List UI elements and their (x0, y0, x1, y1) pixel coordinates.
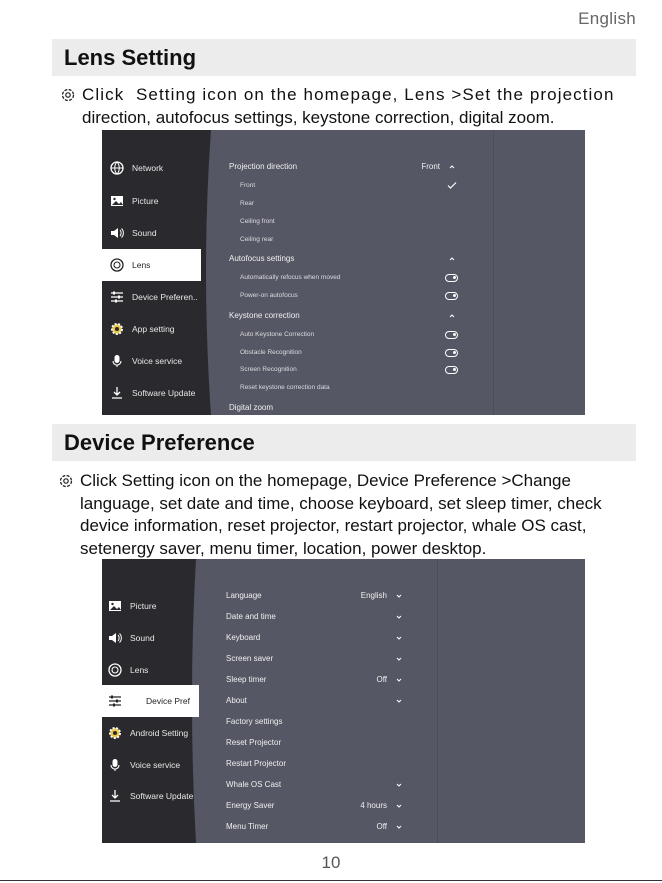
sidebar-item-network[interactable] (102, 152, 201, 184)
sidebar-item-voice-service[interactable] (102, 345, 201, 377)
sidebar-label: Picture (130, 601, 157, 611)
setting-value: Off (376, 822, 387, 831)
sidebar-label: Android Setting (130, 728, 188, 738)
instruction-line-1: Click Setting icon on the homepage, Lens >Set the projection (82, 85, 615, 104)
sidebar-item-lens[interactable] (102, 654, 188, 686)
language-label: English (578, 9, 636, 28)
sidebar-item-software-update[interactable] (102, 780, 199, 812)
setting-value: 4 hours (360, 801, 387, 810)
gear-icon (108, 726, 122, 740)
section-title-lens (52, 39, 636, 76)
screen-recognition-row: Screen Recognition (240, 366, 297, 373)
chevron-down-icon (395, 824, 403, 830)
gear-icon (60, 87, 76, 103)
digital-zoom-row[interactable]: Digital zoom (229, 403, 274, 412)
lens-settings-screenshot (102, 130, 585, 415)
chevron-down-icon (395, 593, 403, 599)
sidebar-item-app-setting[interactable] (102, 313, 201, 345)
chevron-down-icon (395, 677, 403, 683)
keystone-correction-row[interactable]: Keystone correction (229, 311, 300, 320)
gear-icon (110, 322, 124, 336)
setting-row[interactable]: Reset Projector (226, 738, 282, 747)
sidebar-label: Software Update (130, 791, 194, 801)
chevron-down-icon (395, 635, 403, 641)
lens-instructions (82, 84, 638, 129)
sidebar-label: Device Preferen.. (132, 292, 198, 302)
sidebar-label: Lens (130, 665, 149, 675)
sidebar-item-device-preference[interactable] (102, 685, 199, 717)
microphone-icon (110, 354, 124, 368)
sidebar-label: Voice service (132, 356, 183, 366)
poweron-autofocus-row: Power-on autofocus (240, 292, 298, 299)
speaker-icon (108, 631, 122, 645)
auto-refocus-row: Automatically refocus when moved (240, 274, 341, 281)
lens-icon (110, 258, 124, 272)
auto-keystone-toggle[interactable] (445, 331, 458, 339)
sidebar-item-software-update[interactable] (102, 377, 201, 409)
lens-icon (108, 663, 122, 677)
setting-row[interactable]: Factory settings (226, 717, 283, 726)
picture-icon (110, 194, 124, 208)
setting-row[interactable]: Restart Projector (226, 759, 287, 768)
auto-refocus-toggle[interactable] (445, 274, 458, 282)
sidebar-label: Picture (132, 196, 159, 206)
option-ceiling-front[interactable]: Ceiling front (240, 218, 275, 225)
speaker-icon (110, 226, 124, 240)
setting-row[interactable]: Date and time (226, 612, 276, 621)
section-heading: Device Preference (64, 430, 255, 455)
instruction-line-1: Click Setting icon on the homepage, Device Preference >Change (80, 471, 571, 490)
sliders-icon (110, 290, 124, 304)
chevron-up-icon (448, 256, 456, 262)
bottom-rule (0, 880, 662, 881)
sidebar-label: Lens (132, 260, 151, 270)
auto-keystone-row: Auto Keystone Correction (240, 331, 315, 338)
picture-icon (108, 599, 122, 613)
sidebar-item-picture[interactable] (102, 590, 188, 622)
chevron-down-icon (395, 782, 403, 788)
poweron-autofocus-toggle[interactable] (445, 292, 458, 300)
section-heading: Lens Setting (64, 45, 197, 70)
sidebar-item-picture[interactable] (102, 185, 201, 217)
chevron-up-icon (448, 164, 456, 170)
sidebar-curve (201, 130, 241, 415)
microphone-icon (108, 758, 122, 772)
option-ceiling-rear[interactable]: Ceiling rear (240, 236, 274, 243)
section-title-device-preference (52, 424, 636, 461)
setting-value: English (360, 591, 387, 600)
globe-icon (110, 161, 124, 175)
projection-direction-value: Front (421, 162, 440, 171)
option-front[interactable]: Front (240, 182, 256, 189)
device-preference-instructions (80, 470, 640, 560)
instruction-line-3: device information, reset projector, restart projector, whale OS cast, (80, 516, 587, 535)
sidebar-label: Software Update (132, 388, 196, 398)
sidebar-item-voice-service[interactable] (102, 749, 188, 781)
projection-direction-row[interactable]: Projection direction (229, 162, 298, 171)
sidebar-label: Sound (130, 633, 155, 643)
sidebar-label: Device Pref (146, 696, 190, 706)
reset-keystone-row[interactable]: Reset keystone correction data (240, 384, 330, 391)
panel-divider (493, 130, 494, 415)
sidebar-item-sound[interactable] (102, 217, 201, 249)
setting-row[interactable]: Keyboard (226, 633, 261, 642)
setting-row[interactable]: Menu Timer (226, 822, 269, 831)
sidebar-item-lens[interactable] (102, 249, 201, 281)
obstacle-recognition-row: Obstacle Recognition (240, 349, 302, 356)
chevron-up-icon (448, 313, 456, 319)
chevron-down-icon (395, 656, 403, 662)
setting-row[interactable]: Sleep timer (226, 675, 267, 684)
setting-row[interactable]: Screen saver (226, 654, 274, 663)
sidebar-item-device-preference[interactable] (102, 281, 201, 313)
setting-value: Off (376, 675, 387, 684)
sliders-icon (108, 694, 122, 708)
chevron-down-icon (395, 803, 403, 809)
device-preference-screenshot (102, 559, 585, 843)
autofocus-settings-row[interactable]: Autofocus settings (229, 254, 295, 263)
sidebar-item-android-setting[interactable] (102, 717, 188, 749)
sidebar-label: Sound (132, 228, 157, 238)
chevron-down-icon (395, 614, 403, 620)
download-icon (108, 789, 122, 803)
sidebar-item-sound[interactable] (102, 622, 188, 654)
setting-row[interactable]: Language (226, 591, 262, 600)
screen-recognition-toggle[interactable] (445, 366, 458, 374)
chevron-down-icon (395, 698, 403, 704)
instruction-line-4: setenergy saver, menu timer, location, power desktop. (80, 538, 487, 558)
setting-row[interactable]: Whale OS Cast (226, 780, 282, 789)
option-rear[interactable]: Rear (240, 200, 255, 207)
page-number: 10 (321, 853, 341, 872)
panel-divider (437, 559, 438, 843)
check-icon (447, 181, 457, 190)
setting-row[interactable]: About (226, 696, 247, 705)
instruction-line-2: language, set date and time, choose keyboard, set sleep timer, check (80, 493, 602, 513)
obstacle-recognition-toggle[interactable] (445, 349, 458, 357)
sidebar-label: Voice service (130, 760, 181, 770)
sidebar-label: App setting (132, 324, 175, 334)
setting-row[interactable]: Energy Saver (226, 801, 275, 810)
instruction-line-2: direction, autofocus settings, keystone correction, digital zoom. (82, 107, 555, 127)
sidebar-label: Network (132, 163, 164, 173)
gear-icon (58, 473, 74, 489)
download-icon (110, 386, 124, 400)
